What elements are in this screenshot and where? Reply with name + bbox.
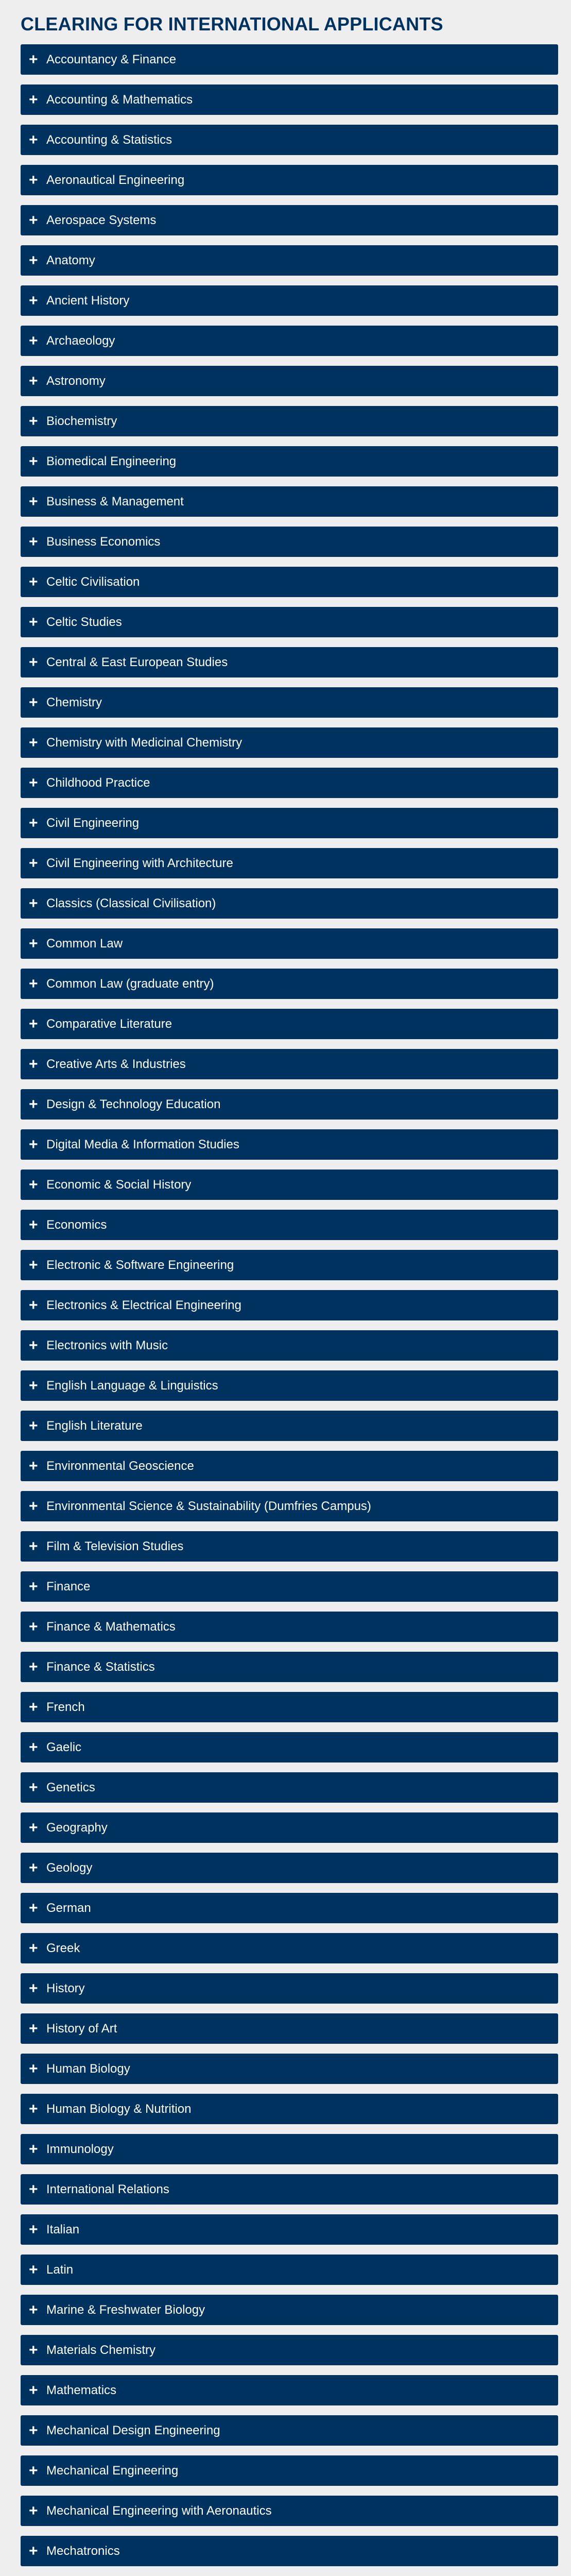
accordion-item-chemistry-with-medicinal-chemistry[interactable]: [21, 727, 558, 758]
accordion-item-economic-and-social-history[interactable]: [21, 1170, 558, 1200]
plus-icon: +: [29, 2060, 38, 2077]
accordion-item-childhood-practice[interactable]: [21, 768, 558, 798]
accordion-item-label: Archaeology: [46, 333, 115, 348]
plus-icon: +: [29, 1216, 38, 1233]
plus-icon: +: [29, 1698, 38, 1716]
accordion-item-finance[interactable]: [21, 1571, 558, 1602]
accordion-item-digital-media-and-information-studies[interactable]: [21, 1129, 558, 1160]
accordion-item-chemistry[interactable]: [21, 687, 558, 718]
accordion-item-french[interactable]: [21, 1692, 558, 1722]
plus-icon: +: [29, 2381, 38, 2399]
plus-icon: +: [29, 854, 38, 872]
plus-icon: +: [29, 292, 38, 309]
accordion-item-italian[interactable]: [21, 2214, 558, 2245]
accordion-item-label: Finance: [46, 1579, 91, 1594]
accordion-item-label: Chemistry with Medicinal Chemistry: [46, 735, 243, 750]
plus-icon: +: [29, 1979, 38, 1997]
accordion-item-label: Design & Technology Education: [46, 1097, 221, 1111]
accordion-item-label: Environmental Geoscience: [46, 1459, 194, 1473]
accordion-item-label: Anatomy: [46, 253, 95, 267]
plus-icon: +: [29, 1618, 38, 1635]
plus-icon: +: [29, 1497, 38, 1515]
plus-icon: +: [29, 211, 38, 229]
plus-icon: +: [29, 2301, 38, 2318]
plus-icon: +: [29, 1055, 38, 1073]
accordion-item-biochemistry[interactable]: [21, 406, 558, 436]
plus-icon: +: [29, 2261, 38, 2278]
accordion-item-classics-classical-civilisation[interactable]: [21, 888, 558, 919]
accordion-item-label: French: [46, 1700, 85, 1714]
accordion-item-label: Accounting & Statistics: [46, 132, 172, 147]
plus-icon: +: [29, 1296, 38, 1314]
accordion-item-latin[interactable]: [21, 2255, 558, 2285]
accordion-item-history[interactable]: [21, 1973, 558, 2004]
plus-icon: +: [29, 2421, 38, 2439]
plus-icon: +: [29, 50, 38, 68]
plus-icon: +: [29, 131, 38, 148]
accordion-item-international-relations[interactable]: [21, 2174, 558, 2205]
plus-icon: +: [29, 1015, 38, 1032]
plus-icon: +: [29, 1859, 38, 1876]
plus-icon: +: [29, 2221, 38, 2238]
accordion-item-label: Civil Engineering: [46, 816, 140, 830]
plus-icon: +: [29, 2100, 38, 2117]
accordion-item-astronomy[interactable]: [21, 366, 558, 396]
accordion-item-label: Marine & Freshwater Biology: [46, 2302, 205, 2317]
plus-icon: +: [29, 975, 38, 992]
plus-icon: +: [29, 894, 38, 912]
plus-icon: +: [29, 935, 38, 952]
accordion-item-label: Childhood Practice: [46, 775, 150, 790]
plus-icon: +: [29, 693, 38, 711]
accordion-item-label: Finance & Mathematics: [46, 1619, 176, 1634]
accordion-item-aeronautical-engineering[interactable]: [21, 165, 558, 195]
accordion-item-label: Comparative Literature: [46, 1016, 172, 1031]
accordion-item-label: Ancient History: [46, 293, 130, 308]
accordion-item-celtic-studies[interactable]: [21, 607, 558, 637]
accordion-item-label: Central & East European Studies: [46, 655, 228, 669]
accordion-item-label: Greek: [46, 1941, 80, 1955]
accordion-item-finance-and-statistics[interactable]: [21, 1652, 558, 1682]
accordion-item-label: History: [46, 1981, 85, 1995]
accordion-item-label: Business & Management: [46, 494, 184, 509]
plus-icon: +: [29, 332, 38, 349]
accordion-item-human-biology-and-nutrition[interactable]: [21, 2094, 558, 2124]
accordion-item-english-literature[interactable]: [21, 1411, 558, 1441]
accordion-item-anatomy[interactable]: [21, 245, 558, 276]
plus-icon: +: [29, 653, 38, 671]
accordion-item-label: Celtic Studies: [46, 615, 122, 629]
accordion-item-business-economics[interactable]: [21, 527, 558, 557]
accordion-item-label: Celtic Civilisation: [46, 574, 140, 589]
plus-icon: +: [29, 734, 38, 751]
accordion-item-electronic-and-software-engineering[interactable]: [21, 1250, 558, 1280]
plus-icon: +: [29, 1417, 38, 1434]
plus-icon: +: [29, 573, 38, 590]
accordion-item-label: Biomedical Engineering: [46, 454, 177, 468]
plus-icon: +: [29, 1778, 38, 1796]
plus-icon: +: [29, 2542, 38, 2560]
accordion-item-label: Economics: [46, 1217, 107, 1232]
accordion-item-label: Environmental Science & Sustainability (Dumfries Campus): [46, 1499, 371, 1513]
accordion-item-common-law-graduate-entry[interactable]: [21, 969, 558, 999]
accordion-item-geology[interactable]: [21, 1853, 558, 1883]
accordion-item-label: Mechanical Design Engineering: [46, 2423, 220, 2437]
plus-icon: +: [29, 1658, 38, 1675]
plus-icon: +: [29, 2462, 38, 2479]
accordion-item-economics[interactable]: [21, 1210, 558, 1240]
plus-icon: +: [29, 1537, 38, 1555]
accordion-item-label: Geology: [46, 1860, 93, 1875]
accordion-item-environmental-science-and-sustainability-dumfries-campus[interactable]: [21, 1491, 558, 1521]
subject-accordion-list: [21, 44, 558, 2576]
accordion-item-electronics-and-electrical-engineering[interactable]: [21, 1290, 558, 1320]
accordion-item-materials-chemistry[interactable]: [21, 2335, 558, 2365]
plus-icon: +: [29, 1256, 38, 1274]
accordion-item-label: History of Art: [46, 2021, 117, 2036]
accordion-item-label: Electronic & Software Engineering: [46, 1258, 234, 1272]
plus-icon: +: [29, 2341, 38, 2359]
accordion-item-environmental-geoscience[interactable]: [21, 1451, 558, 1481]
plus-icon: +: [29, 1578, 38, 1595]
accordion-item-label: Accountancy & Finance: [46, 52, 177, 66]
accordion-item-label: Classics (Classical Civilisation): [46, 896, 216, 910]
plus-icon: +: [29, 91, 38, 108]
accordion-item-creative-arts-and-industries[interactable]: [21, 1049, 558, 1079]
accordion-item-label: Business Economics: [46, 534, 161, 549]
accordion-item-electronics-with-music[interactable]: [21, 1330, 558, 1361]
accordion-item-label: Astronomy: [46, 374, 106, 388]
accordion-item-label: Materials Chemistry: [46, 2343, 156, 2357]
plus-icon: +: [29, 1377, 38, 1394]
accordion-item-ancient-history[interactable]: [21, 285, 558, 316]
plus-icon: +: [29, 1899, 38, 1917]
accordion-item-civil-engineering[interactable]: [21, 808, 558, 838]
accordion-item-label: Accounting & Mathematics: [46, 92, 193, 107]
accordion-item-central-and-east-european-studies[interactable]: [21, 647, 558, 677]
accordion-item-film-and-television-studies[interactable]: [21, 1531, 558, 1562]
accordion-item-label: Civil Engineering with Architecture: [46, 856, 233, 870]
plus-icon: +: [29, 452, 38, 470]
accordion-item-label: Electronics & Electrical Engineering: [46, 1298, 241, 1312]
accordion-item-label: Common Law: [46, 936, 123, 951]
plus-icon: +: [29, 251, 38, 269]
accordion-item-mechatronics[interactable]: [21, 2536, 558, 2566]
accordion-item-celtic-civilisation[interactable]: [21, 567, 558, 597]
accordion-item-human-biology[interactable]: [21, 2054, 558, 2084]
accordion-item-label: Electronics with Music: [46, 1338, 168, 1352]
accordion-item-label: Immunology: [46, 2142, 114, 2156]
plus-icon: +: [29, 1136, 38, 1153]
page-title: CLEARING FOR INTERNATIONAL APPLICANTS: [21, 13, 443, 35]
plus-icon: +: [29, 2502, 38, 2519]
accordion-item-label: Biochemistry: [46, 414, 117, 428]
accordion-item-greek[interactable]: [21, 1933, 558, 1963]
accordion-item-label: Gaelic: [46, 1740, 82, 1754]
plus-icon: +: [29, 493, 38, 510]
accordion-item-immunology[interactable]: [21, 2134, 558, 2164]
accordion-item-label: Creative Arts & Industries: [46, 1057, 186, 1071]
plus-icon: +: [29, 1738, 38, 1756]
accordion-item-history-of-art[interactable]: [21, 2013, 558, 2044]
accordion-item-label: Economic & Social History: [46, 1177, 192, 1192]
accordion-item-accounting-and-statistics[interactable]: [21, 125, 558, 155]
accordion-item-mathematics[interactable]: [21, 2375, 558, 2405]
accordion-item-label: Finance & Statistics: [46, 1659, 155, 1674]
plus-icon: +: [29, 1939, 38, 1957]
plus-icon: +: [29, 2020, 38, 2037]
plus-icon: +: [29, 372, 38, 389]
accordion-item-civil-engineering-with-architecture[interactable]: [21, 848, 558, 878]
accordion-item-common-law[interactable]: [21, 928, 558, 959]
accordion-item-accountancy-and-finance[interactable]: [21, 44, 558, 75]
plus-icon: +: [29, 2140, 38, 2158]
accordion-item-label: Geography: [46, 1820, 108, 1835]
accordion-item-archaeology[interactable]: [21, 326, 558, 356]
accordion-item-genetics[interactable]: [21, 1772, 558, 1803]
plus-icon: +: [29, 814, 38, 832]
accordion-item-label: English Literature: [46, 1418, 143, 1433]
accordion-item-label: Human Biology & Nutrition: [46, 2102, 192, 2116]
plus-icon: +: [29, 613, 38, 631]
accordion-item-label: Aerospace Systems: [46, 213, 157, 227]
accordion-item-label: German: [46, 1901, 91, 1915]
plus-icon: +: [29, 1336, 38, 1354]
plus-icon: +: [29, 2180, 38, 2198]
accordion-item-label: Aeronautical Engineering: [46, 173, 185, 187]
accordion-item-label: Genetics: [46, 1780, 95, 1794]
plus-icon: +: [29, 171, 38, 189]
plus-icon: +: [29, 1457, 38, 1475]
accordion-item-label: Mechatronics: [46, 2544, 120, 2558]
accordion-item-label: Latin: [46, 2262, 74, 2277]
plus-icon: +: [29, 1176, 38, 1193]
accordion-item-gaelic[interactable]: [21, 1732, 558, 1762]
accordion-item-label: Mathematics: [46, 2383, 117, 2397]
accordion-item-aerospace-systems[interactable]: [21, 205, 558, 235]
accordion-item-label: Common Law (graduate entry): [46, 976, 214, 991]
accordion-item-label: International Relations: [46, 2182, 169, 2196]
accordion-item-label: Film & Television Studies: [46, 1539, 184, 1553]
plus-icon: +: [29, 1819, 38, 1836]
accordion-item-comparative-literature[interactable]: [21, 1009, 558, 1039]
plus-icon: +: [29, 774, 38, 791]
plus-icon: +: [29, 533, 38, 550]
accordion-item-mechanical-design-engineering[interactable]: [21, 2415, 558, 2446]
plus-icon: +: [29, 1095, 38, 1113]
accordion-item-label: English Language & Linguistics: [46, 1378, 218, 1393]
accordion-item-biomedical-engineering[interactable]: [21, 446, 558, 477]
accordion-item-english-language-and-linguistics[interactable]: [21, 1370, 558, 1401]
accordion-item-label: Mechanical Engineering: [46, 2463, 179, 2478]
accordion-item-label: Chemistry: [46, 695, 102, 709]
accordion-item-label: Italian: [46, 2222, 80, 2236]
accordion-item-accounting-and-mathematics[interactable]: [21, 84, 558, 115]
plus-icon: +: [29, 412, 38, 430]
accordion-item-marine-and-freshwater-biology[interactable]: [21, 2295, 558, 2325]
accordion-item-business-and-management[interactable]: [21, 486, 558, 517]
accordion-item-finance-and-mathematics[interactable]: [21, 1612, 558, 1642]
accordion-item-label: Mechanical Engineering with Aeronautics: [46, 2503, 272, 2518]
accordion-item-label: Digital Media & Information Studies: [46, 1137, 239, 1151]
accordion-item-design-and-technology-education[interactable]: [21, 1089, 558, 1120]
accordion-item-geography[interactable]: [21, 1812, 558, 1843]
accordion-item-mechanical-engineering[interactable]: [21, 2455, 558, 2486]
accordion-item-german[interactable]: [21, 1893, 558, 1923]
accordion-item-label: Human Biology: [46, 2061, 130, 2076]
accordion-item-mechanical-engineering-with-aeronautics[interactable]: [21, 2496, 558, 2526]
